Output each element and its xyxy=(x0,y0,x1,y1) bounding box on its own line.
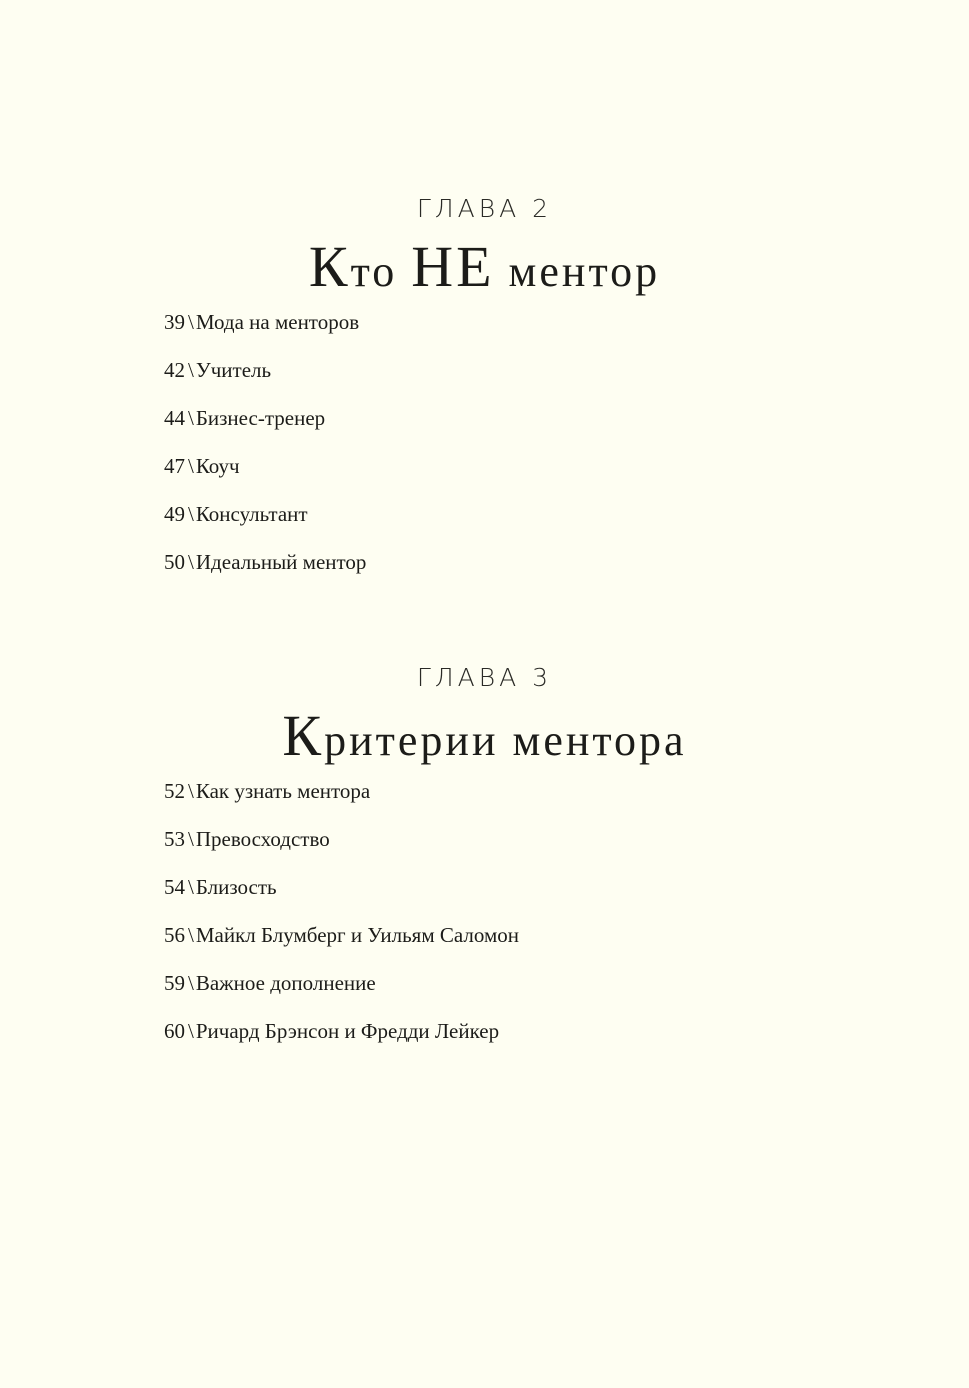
toc-separator: \ xyxy=(188,1019,194,1043)
toc-entry[interactable] xyxy=(164,442,864,490)
chapter-title xyxy=(0,705,969,767)
toc-entry[interactable] xyxy=(164,1007,864,1055)
toc-separator: \ xyxy=(188,454,194,478)
toc-entry-title: Майкл Блумберг и Уильям Саломон xyxy=(195,923,519,947)
toc-entry[interactable] xyxy=(164,394,864,442)
toc-separator: \ xyxy=(188,406,194,430)
toc-entry[interactable] xyxy=(164,538,864,586)
toc-page-number: 54 xyxy=(164,875,185,899)
toc-page-number: 56 xyxy=(164,923,185,947)
toc-entry-title: Превосходство xyxy=(195,827,330,851)
chapter-label: ГЛАВА 3 xyxy=(416,663,553,692)
toc-page-number: 52 xyxy=(164,779,185,803)
toc-page-number: 59 xyxy=(164,971,185,995)
title-part: НЕ xyxy=(411,234,495,299)
toc-page-number: 60 xyxy=(164,1019,185,1043)
toc-entry[interactable] xyxy=(164,863,864,911)
toc-separator: \ xyxy=(188,827,194,851)
toc-page-number: 47 xyxy=(164,454,185,478)
title-part: то xyxy=(350,247,412,296)
toc-entry-title: Учитель xyxy=(195,358,272,382)
title-part: ментор xyxy=(494,247,661,296)
toc-separator: \ xyxy=(188,779,194,803)
toc-separator: \ xyxy=(188,502,194,526)
toc-entry-title: Мода на менторов xyxy=(195,310,360,334)
chapter-title xyxy=(0,236,969,298)
toc-separator: \ xyxy=(188,550,194,574)
chapter-2-header xyxy=(0,194,969,298)
toc-page-number: 39 xyxy=(164,310,185,334)
toc-separator: \ xyxy=(188,971,194,995)
toc-entry[interactable] xyxy=(164,959,864,1007)
toc-entry[interactable] xyxy=(164,815,864,863)
toc-entry-title: Ричард Брэнсон и Фредди Лейкер xyxy=(195,1019,500,1043)
chapter-label: ГЛАВА 2 xyxy=(416,194,553,223)
toc-entry-title: Близость xyxy=(195,875,277,899)
toc-entry-title: Бизнес-тренер xyxy=(195,406,326,430)
toc-separator: \ xyxy=(188,310,194,334)
toc-entry-title: Идеальный ментор xyxy=(195,550,367,574)
toc-entry[interactable] xyxy=(164,767,864,815)
chapter-2-toc xyxy=(164,298,864,586)
title-part: ритерии ментора xyxy=(324,716,687,765)
toc-page-number: 44 xyxy=(164,406,185,430)
chapter-3-header xyxy=(0,663,969,767)
toc-entry[interactable] xyxy=(164,490,864,538)
toc-separator: \ xyxy=(188,923,194,947)
toc-entry[interactable] xyxy=(164,911,864,959)
title-part: К xyxy=(308,234,351,299)
toc-page-number: 49 xyxy=(164,502,185,526)
toc-page-number: 42 xyxy=(164,358,185,382)
toc-separator: \ xyxy=(188,358,194,382)
toc-entry[interactable] xyxy=(164,346,864,394)
title-part: К xyxy=(282,703,325,768)
toc-entry-title: Важное дополнение xyxy=(195,971,376,995)
toc-page-number: 50 xyxy=(164,550,185,574)
toc-separator: \ xyxy=(188,875,194,899)
chapter-3-toc xyxy=(164,767,864,1055)
toc-entry-title: Как узнать ментора xyxy=(195,779,371,803)
toc-entry-title: Консультант xyxy=(195,502,308,526)
toc-page-number: 53 xyxy=(164,827,185,851)
toc-entry[interactable] xyxy=(164,298,864,346)
toc-entry-title: Коуч xyxy=(195,454,240,478)
